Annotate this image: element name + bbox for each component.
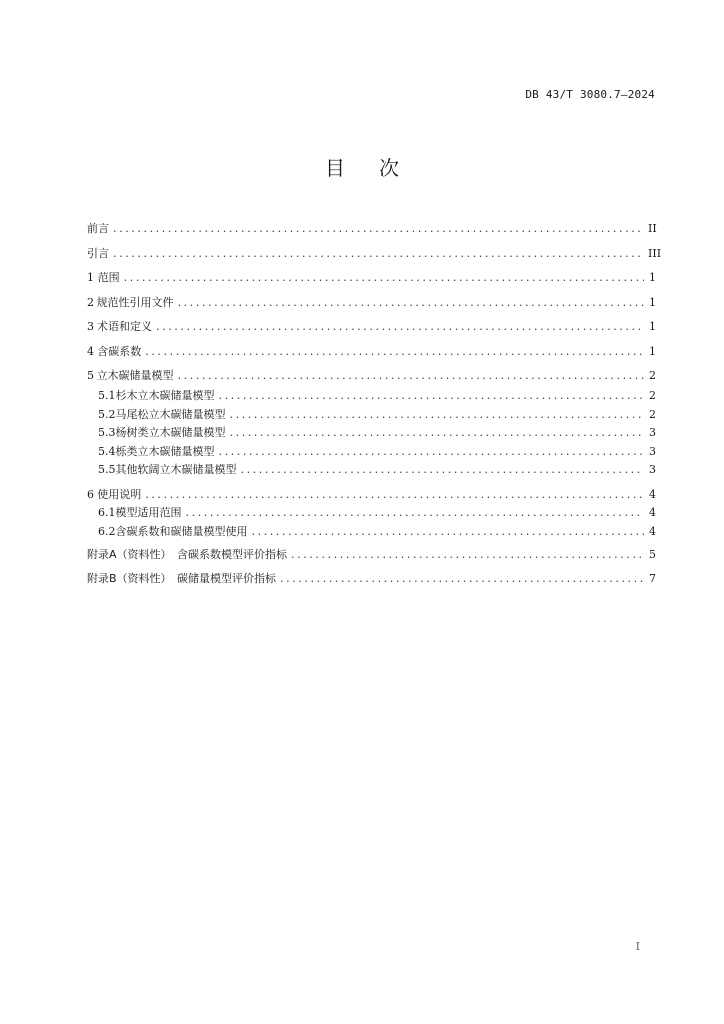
toc-leader-dots <box>186 504 645 521</box>
toc-entry-number: 5.3 <box>98 426 116 439</box>
toc-page-number: III <box>648 246 662 260</box>
toc-entry-6-2[interactable] <box>87 523 656 546</box>
toc-entry-number: 2 <box>87 295 94 309</box>
toc-leader-dots <box>178 367 644 384</box>
toc-page-number: II <box>648 222 657 235</box>
toc-page-number: 4 <box>649 487 656 501</box>
toc-leader-dots <box>230 406 645 423</box>
toc-entry-label: 附录B（资料性） 碳储量模型评价指标 <box>87 572 277 585</box>
toc-leader-dots <box>241 461 645 478</box>
toc-entry-5-1[interactable] <box>87 387 656 406</box>
toc-leader-dots <box>124 269 644 286</box>
toc-entry-2[interactable] <box>87 294 656 319</box>
toc-entry-number: 3 <box>87 320 94 333</box>
toc-entry-5[interactable] <box>87 367 656 387</box>
toc-leader-dots <box>219 443 645 460</box>
toc-leader-dots <box>145 486 644 503</box>
toc-entry-label: 范围 <box>97 271 120 284</box>
toc-entry-4[interactable] <box>87 343 656 368</box>
toc-entry-label: 附录A（资料性） 含碳系数模型评价指标 <box>87 547 288 561</box>
toc-page-number: 7 <box>649 572 656 585</box>
toc-page-number: 4 <box>649 506 656 519</box>
toc-entry-number: 5.2 <box>98 407 116 421</box>
toc-page-number: 1 <box>649 271 656 284</box>
toc-leader-dots <box>113 220 644 237</box>
toc-entry-label: 模型适用范围 <box>115 506 182 519</box>
toc-entry-introduction[interactable] <box>87 245 662 270</box>
toc-entry-label: 马尾松立木碳储量模型 <box>115 407 226 421</box>
toc-page-number: 1 <box>649 320 656 333</box>
toc-leader-dots <box>145 343 644 360</box>
toc-entry-5-4[interactable] <box>87 443 656 462</box>
toc-page-number: 3 <box>649 426 656 439</box>
toc-entry-appendix-a[interactable] <box>87 546 656 571</box>
toc-leader-dots <box>230 424 645 441</box>
toc-leader-dots <box>280 570 644 587</box>
toc-entry-number: 6.1 <box>98 506 116 519</box>
toc-entry-5-3[interactable] <box>87 424 656 443</box>
toc-entry-number: 5 <box>87 369 94 382</box>
toc-entry-label: 规范性引用文件 <box>96 295 174 309</box>
toc-entry-label: 前言 <box>87 222 109 235</box>
toc-page-number: 1 <box>649 344 656 358</box>
toc-entry-label: 含碳系数和碳储量模型使用 <box>115 524 248 538</box>
toc-entry-5-5[interactable] <box>87 461 656 486</box>
toc-entry-foreword[interactable] <box>87 220 656 245</box>
toc-entry-label: 栎类立木碳储量模型 <box>115 444 215 458</box>
toc-page-number: 3 <box>649 463 656 476</box>
toc-page-number: 2 <box>649 407 656 421</box>
toc-page-number: 3 <box>649 444 656 458</box>
toc-leader-dots <box>156 318 644 335</box>
page-title: 目次 <box>325 156 433 180</box>
page-number: I <box>635 940 640 953</box>
toc-entry-1[interactable] <box>87 269 656 294</box>
toc-page-number: 2 <box>649 369 656 382</box>
toc-entry-label: 使用说明 <box>97 487 142 501</box>
toc-entry-number: 1 <box>87 271 94 284</box>
toc-entry-number: 6 <box>87 487 94 501</box>
toc-leader-dots <box>113 245 644 262</box>
toc-page-number: 5 <box>649 547 656 561</box>
toc-leader-dots <box>178 294 644 311</box>
standard-code: DB 43/T 3080.7—2024 <box>525 88 655 101</box>
toc-entry-label: 其他软阔立木碳储量模型 <box>115 463 237 476</box>
toc-entry-label: 杉木立木碳储量模型 <box>115 389 215 402</box>
toc-entry-label: 立木碳储量模型 <box>96 369 174 382</box>
toc-entry-number: 6.2 <box>98 524 116 538</box>
toc-entry-number: 5.1 <box>98 389 116 402</box>
table-of-contents <box>87 220 662 595</box>
toc-page-number: 4 <box>649 524 656 538</box>
toc-page-number: 2 <box>649 389 656 402</box>
toc-entry-5-2[interactable] <box>87 406 656 425</box>
toc-page-number: 1 <box>649 295 656 309</box>
toc-entry-number: 5.5 <box>98 463 116 476</box>
toc-entry-number: 5.4 <box>98 444 116 458</box>
toc-entry-label: 杨树类立木碳储量模型 <box>115 426 226 439</box>
toc-entry-label: 术语和定义 <box>97 320 152 333</box>
toc-leader-dots <box>252 523 645 540</box>
toc-entry-appendix-b[interactable] <box>87 570 656 595</box>
toc-entry-label: 含碳系数 <box>97 344 142 358</box>
toc-leader-dots <box>291 546 644 563</box>
toc-entry-3[interactable] <box>87 318 656 343</box>
toc-entry-number: 4 <box>87 344 94 358</box>
toc-leader-dots <box>219 387 645 404</box>
toc-entry-label: 引言 <box>87 246 109 260</box>
toc-entry-6-1[interactable] <box>87 504 656 523</box>
toc-entry-6[interactable] <box>87 486 656 505</box>
